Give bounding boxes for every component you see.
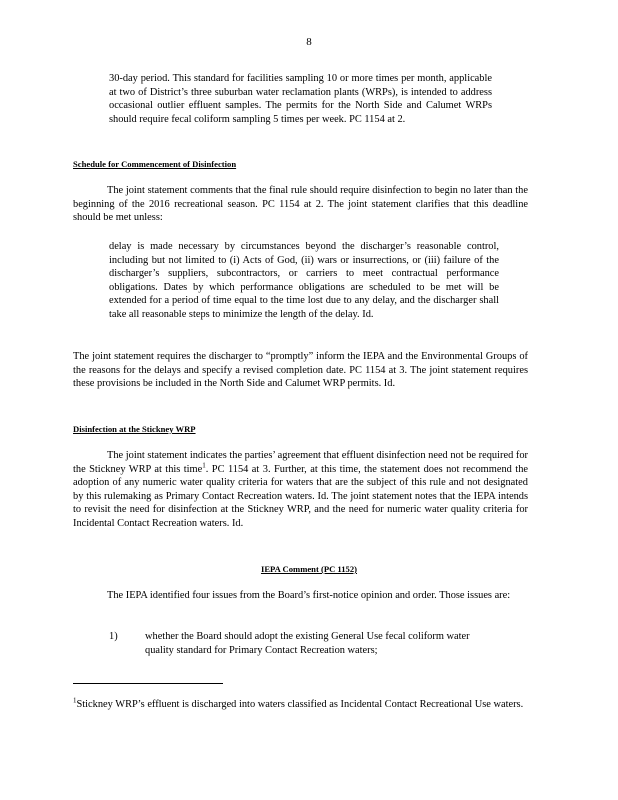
heading-stickney: Disinfection at the Stickney WRP (73, 424, 196, 434)
footnote-separator (73, 683, 223, 684)
list-item-1-text: whether the Board should adopt the existing General Use fecal coliform water quality standard for Primary Contact Recreation waters; (145, 631, 470, 656)
stickney-paragraph (73, 449, 528, 531)
stickney-text-part-b: . PC 1154 at 3. Further, at this time, the statement does not recommend the adoption of any numeric water quality criteria for waters that are the subject of this rule and not designated by this rulemaking as Primary Contact Recreation waters. Id. The joint statement notes that the IEPA intends to revisit the need for disinfection at the Stickney WRP, and the need for numeric water quality criteria for Incidental Contact Recreation waters. Id. (73, 463, 528, 529)
schedule-text: The joint statement comments that the final rule should require disinfection to begin no later than the beginning of the 2016 recreational season. PC 1154 at 2. The joint statement clarifies that this deadline should be met unless: (73, 185, 528, 224)
delay-quote-text: delay is made necessary by circumstances beyond the discharger’s reasonable control, including but not limited to (i) Acts of God, (ii) wars or insurrections, or (iii) failure of the discharger’s suppliers, subcontractors, or carriers to meet contractual performance obligations. Dates by which performance obligations are scheduled to be met will be extended for a period of time equal to the time lost due to any delay, and the discharger shall take all reasonable steps to minimize the length of the delay. Id. (109, 241, 499, 320)
page-number: 8 (306, 36, 312, 48)
notify-text: The joint statement requires the discharger to “promptly” inform the IEPA and the Environmental Groups of the reasons for the delays and specify a revised completion date. PC 1154 at 3. The joint statement requires these provisions be included in the North Side and Calumet WRP permits. Id. (73, 351, 528, 390)
footnote-body: Stickney WRP’s effluent is discharged into waters classified as Incidental Contact Recreational Use waters. (76, 699, 524, 710)
schedule-paragraph (73, 184, 528, 225)
footnote-number: 1 (73, 696, 77, 705)
footnote (73, 698, 528, 712)
stickney-text (73, 449, 528, 531)
notify-paragraph (73, 350, 528, 391)
heading-schedule: Schedule for Commencement of Disinfection (73, 159, 237, 169)
footnote-text (73, 698, 528, 712)
footnote-ref: 1 (202, 461, 206, 470)
iepa-paragraph (73, 589, 528, 603)
delay-quote (109, 240, 499, 322)
iepa-text: The IEPA identified four issues from the Board’s first-notice opinion and order. Those issues are: (107, 590, 511, 601)
stickney-text-part-a: The joint statement indicates the parties’ agreement that effluent disinfection need not be required for the Stickney WRP at this time (73, 450, 528, 475)
heading-iepa: IEPA Comment (PC 1152) (260, 564, 358, 574)
list-item-1-number: 1) (109, 631, 118, 642)
intro-text: 30-day period. This standard for facilities sampling 10 or more times per month, applicable at two of District’s three suburban water reclamation plants (WRPs), is intended to address occasional outlier effluent samples. The permits for the North Side and Calumet WRPs should require fecal coliform sampling 5 times per week. PC 1154 at 2. (109, 73, 492, 125)
intro-paragraph (109, 72, 492, 126)
list-item-1 (145, 630, 495, 657)
